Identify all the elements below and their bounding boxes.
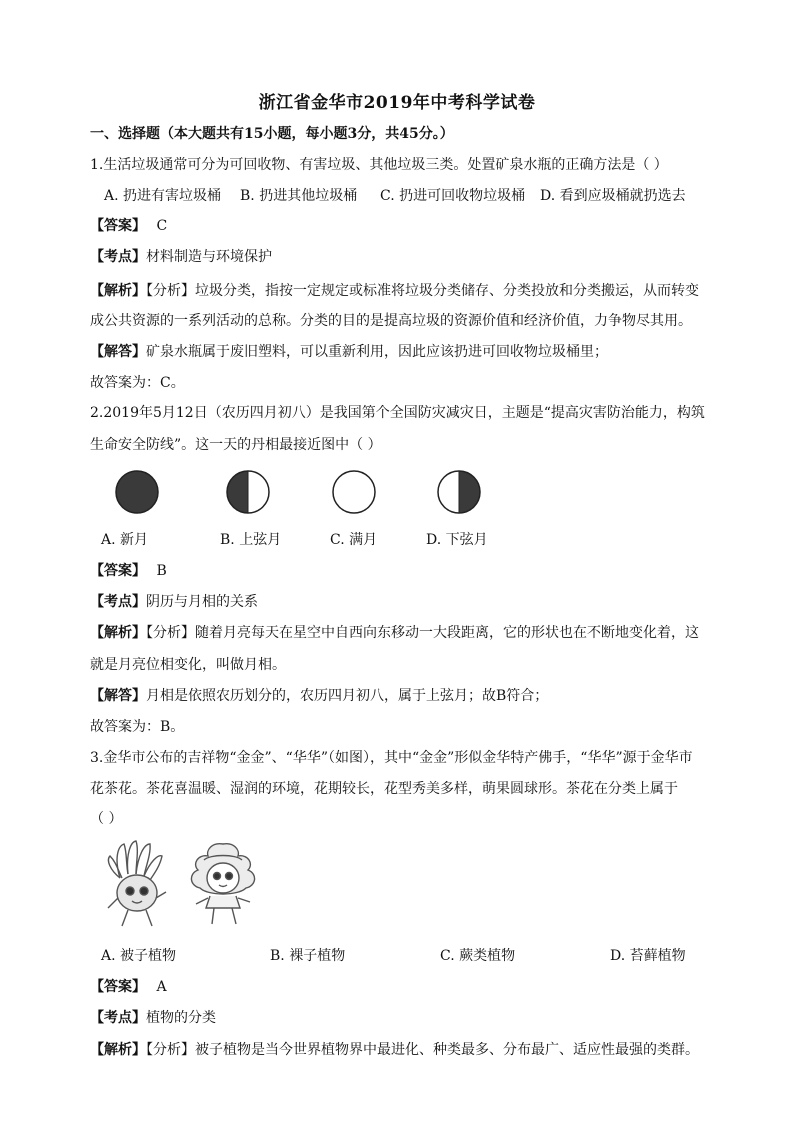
q3-stem-1: 3.金华市公布的吉祥物“金金”、“华华”（如图），其中“金金”形似金华特产佛手，“华华”源于金华市 bbox=[90, 750, 693, 766]
analysis-tag: 【解析】 bbox=[90, 1042, 146, 1058]
q3-option-b: B. 裸子植物 bbox=[270, 948, 346, 964]
q2-answer: B bbox=[156, 563, 167, 579]
answer-tag: 【答案】 bbox=[90, 563, 146, 579]
q3-analysis-1: 【分析】被子植物是当今世界植物界中最进化、种类最多、分布最广、适应性最强的类群。 bbox=[146, 1042, 699, 1058]
q1-option-d: D. 看到应圾桶就扔选去 bbox=[540, 188, 686, 204]
q1-solve-row bbox=[90, 342, 608, 362]
full-moon-icon bbox=[330, 468, 378, 516]
q1-point: 材料制造与环境保护 bbox=[146, 249, 272, 265]
q1-answer-row bbox=[90, 216, 167, 236]
solve-tag: 【解答】 bbox=[90, 688, 146, 704]
q2-solve-row bbox=[90, 686, 548, 706]
answer-tag: 【答案】 bbox=[90, 218, 146, 234]
q2-stem-2: 生命安全防线”。这一天的丹相最接近图中（ ） bbox=[90, 437, 382, 453]
point-tag: 【考点】 bbox=[90, 594, 146, 610]
q2-stem-1: 2.2019年5月12日（农历四月初八）是我国第个全国防灾减灾日，主题是“提高灾害防治能力，构筑 bbox=[90, 405, 705, 421]
q3-analysis-row bbox=[90, 1040, 699, 1060]
q2-solve: 月相是依照农历划分的，农历四月初八，属于上弦月；故B符合； bbox=[146, 688, 549, 704]
q1-analysis-1: 【分析】垃圾分类，指按一定规定或标准将垃圾分类储存、分类投放和分类搬运，从而转变 bbox=[146, 283, 699, 299]
q1-option-a: A. 扔进有害垃圾桶 bbox=[104, 188, 222, 204]
q1-option-c: C. 扔进可回收物垃圾桶 bbox=[380, 188, 526, 204]
q3-point: 植物的分类 bbox=[146, 1010, 216, 1026]
q3-answer: A bbox=[156, 979, 167, 995]
q2-option-b: B. 上弦月 bbox=[220, 532, 282, 548]
q2-analysis-row bbox=[90, 623, 699, 643]
jinjin-mascot-icon bbox=[100, 838, 176, 934]
answer-tag: 【答案】 bbox=[90, 979, 146, 995]
last-quarter-moon-icon bbox=[435, 468, 483, 516]
q1-option-b: B. 扔进其他垃圾桶 bbox=[240, 188, 358, 204]
q1-analysis-row bbox=[90, 281, 699, 301]
q1-final: 故答案为：C。 bbox=[90, 375, 185, 391]
q2-final: 故答案为：B。 bbox=[90, 719, 185, 735]
q1-analysis-2: 成公共资源的一系列活动的总称。分类的目的是提高垃圾的资源价值和经济价值，力争物尽其用。 bbox=[90, 313, 692, 329]
q1-stem: 1.生活垃圾通常可分为可回收物、有害垃圾、其他垃圾三类。处置矿泉水瓶的正确方法是（ ） bbox=[90, 157, 668, 173]
q2-option-d: D. 下弦月 bbox=[426, 532, 488, 548]
q2-point: 阴历与月相的关系 bbox=[146, 594, 258, 610]
q3-option-c: C. 蕨类植物 bbox=[440, 948, 516, 964]
page-title: 浙江省金华市2019年中考科学试卷 bbox=[258, 93, 536, 113]
q1-solve: 矿泉水瓶属于废旧塑料，可以重新利用，因此应该扔进可回收物垃圾桶里； bbox=[146, 344, 608, 360]
first-quarter-moon-icon bbox=[224, 468, 272, 516]
point-tag: 【考点】 bbox=[90, 249, 146, 265]
new-moon-icon bbox=[113, 468, 161, 516]
solve-tag: 【解答】 bbox=[90, 344, 146, 360]
point-tag: 【考点】 bbox=[90, 1010, 146, 1026]
q2-analysis-1: 【分析】随着月亮每天在星空中自西向东移动一大段距离，它的形状也在不断地变化着，这 bbox=[146, 625, 699, 641]
q3-stem-2: 花茶花。茶花喜温暖、湿润的环境，花期较长，花型秀美多样，萌果圆球形。茶花在分类上属于 bbox=[90, 781, 678, 797]
huahua-mascot-icon bbox=[180, 838, 266, 934]
q3-answer-row bbox=[90, 977, 167, 997]
q3-stem-3: （ ） bbox=[90, 811, 123, 827]
q3-option-d: D. 苔藓植物 bbox=[610, 948, 686, 964]
q3-point-row bbox=[90, 1008, 216, 1028]
q3-option-a: A. 被子植物 bbox=[101, 948, 177, 964]
q2-analysis-2: 就是月亮位相变化，叫做月相。 bbox=[90, 657, 286, 673]
q2-point-row bbox=[90, 592, 258, 612]
section-heading: 一、选择题（本大题共有15小题，每小题3分，共45分。） bbox=[90, 126, 454, 142]
q2-option-c: C. 满月 bbox=[330, 532, 378, 548]
analysis-tag: 【解析】 bbox=[90, 283, 146, 299]
q2-option-a: A. 新月 bbox=[101, 532, 149, 548]
q1-answer: C bbox=[156, 218, 168, 234]
q1-point-row bbox=[90, 247, 272, 267]
analysis-tag: 【解析】 bbox=[90, 625, 146, 641]
q2-answer-row bbox=[90, 561, 167, 581]
